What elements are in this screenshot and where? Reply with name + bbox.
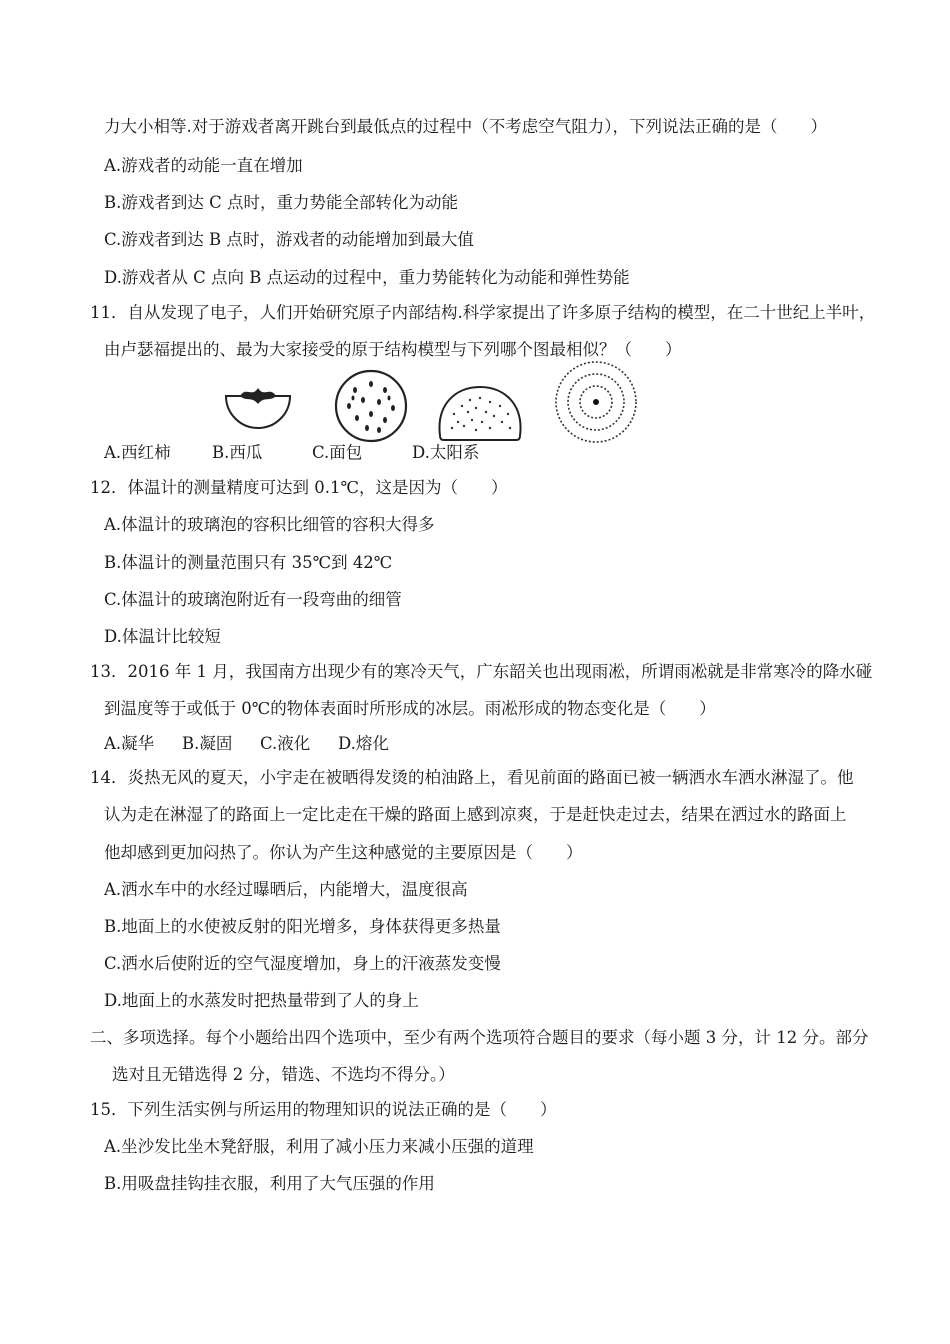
q10-stem-continued: 力大小相等.对于游戏者离开跳台到最低点的过程中（不考虑空气阻力），下列说法正确的是（ ） — [104, 117, 827, 136]
q14-option-a: A.洒水车中的水经过曝晒后，内能增大，温度很高 — [104, 880, 468, 899]
q10-option-c: C.游戏者到达 B 点时，游戏者的动能增加到最大值 — [104, 230, 474, 249]
q14-stem-line3: 他却感到更加闷热了。你认为产生这种感觉的主要原因是（ ） — [104, 843, 583, 862]
q13-option-d: D.熔化 — [338, 734, 389, 753]
q14-option-b: B.地面上的水使被反射的阳光增多，身体获得更多热量 — [104, 917, 501, 936]
q15-option-b: B.用吸盘挂钩挂衣服，利用了大气压强的作用 — [104, 1174, 435, 1193]
q12-option-b: B.体温计的测量范围只有 35℃到 42℃ — [104, 553, 393, 572]
bread-figure — [436, 384, 524, 442]
q14-stem: 14．炎热无风的夏天，小宇走在被晒得发烫的柏油路上，看见前面的路面已被一辆洒水车洒水淋湿了。他 — [90, 768, 854, 787]
q11-stem: 11．自从发现了电子，人们开始研究原子内部结构.科学家提出了许多原子结构的模型，在二十世纪上半叶， — [90, 303, 876, 322]
q11-option-d: D.太阳系 — [412, 443, 480, 462]
q15-stem: 15．下列生活实例与所运用的物理知识的说法正确的是（ ） — [90, 1100, 557, 1119]
q14-stem-line2: 认为走在淋湿了的路面上一定比走在干燥的路面上感到凉爽，于是赶快走过去，结果在洒过水的路面上 — [104, 805, 847, 824]
q12-stem: 12．体温计的测量精度可达到 0.1℃，这是因为（ ） — [90, 478, 508, 497]
section-two-heading-line2: 选对且无错选得 2 分，错选、不选均不得分。） — [112, 1065, 455, 1084]
q13-option-b: B.凝固 — [182, 734, 233, 753]
q10-option-d: D.游戏者从 C 点向 B 点运动的过程中，重力势能转化为动能和弹性势能 — [104, 268, 630, 287]
q11-options — [104, 442, 479, 464]
q14-option-c: C.洒水后使附近的空气湿度增加，身上的汗液蒸发变慢 — [104, 954, 501, 973]
q13-option-a: A.凝华 — [104, 734, 155, 753]
q15-option-a: A.坐沙发比坐木凳舒服，利用了减小压力来减小压强的道理 — [104, 1137, 534, 1156]
q13-stem: 13．2016 年 1 月，我国南方出现少有的寒冷天气，广东韶关也出现雨凇，所谓雨凇就是非常寒冷的降水碰 — [90, 662, 873, 681]
q11-option-a: A.西红柿 — [104, 443, 171, 462]
q13-stem-line2: 到温度等于或低于 0℃的物体表面时所形成的冰层。雨凇形成的物态变化是（ ） — [104, 699, 716, 718]
q12-option-d: D.体温计比较短 — [104, 627, 221, 646]
section-two-heading: 二、多项选择。每个小题给出四个选项中，至少有两个选项符合题目的要求（每小题 3 分，计 12 分。部分 — [90, 1028, 869, 1047]
q10-option-b: B.游戏者到达 C 点时，重力势能全部转化为动能 — [104, 193, 458, 212]
q13-options — [104, 733, 389, 755]
q12-option-a: A.体温计的玻璃泡的容积比细管的容积大得多 — [104, 515, 435, 534]
q11-stem-line2: 由卢瑟福提出的、最为大家接受的原于结构模型与下列哪个图最相似？（ ） — [104, 340, 682, 359]
q13-option-c: C.液化 — [260, 734, 311, 753]
q10-option-a: A.游戏者的动能一直在增加 — [104, 156, 303, 175]
q12-option-c: C.体温计的玻璃泡附近有一段弯曲的细管 — [104, 590, 402, 609]
solar-system-figure — [552, 358, 640, 446]
watermelon-figure — [333, 368, 409, 444]
tomato-figure — [218, 382, 298, 448]
q14-option-d: D.地面上的水蒸发时把热量带到了人的身上 — [104, 991, 419, 1010]
q11-option-b: B.西瓜 — [212, 443, 263, 462]
q11-option-c: C.面包 — [312, 443, 363, 462]
